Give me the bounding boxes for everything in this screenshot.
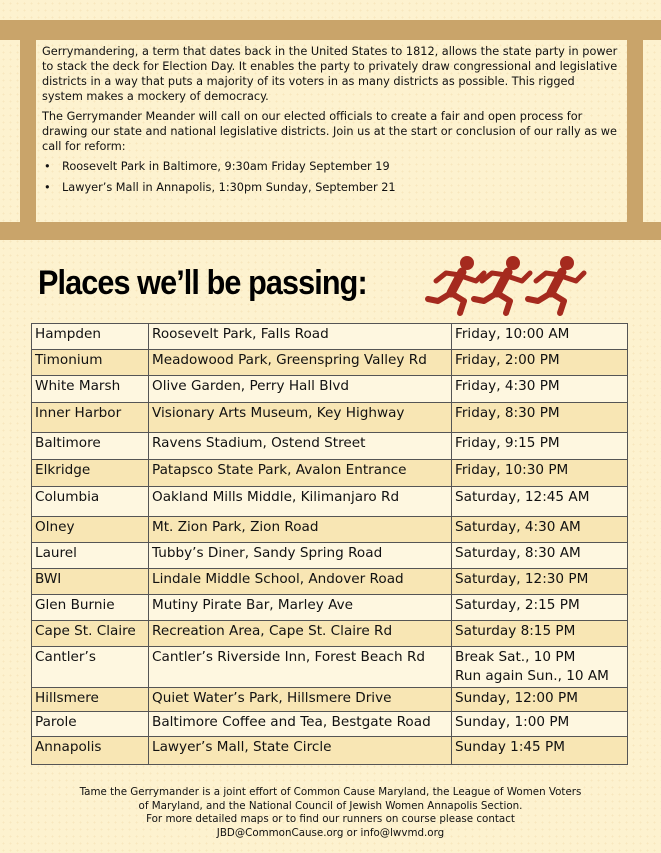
time-cell-text: Friday, 2:00 PM <box>455 352 560 368</box>
location-cell-text: Roosevelt Park, Falls Road <box>152 326 329 342</box>
time-cell <box>452 350 628 376</box>
footer-line: For more detailed maps or to find our runners on course please contact <box>146 813 515 825</box>
place-cell <box>32 403 149 433</box>
time-cell <box>452 737 628 765</box>
place-cell <box>32 688 149 712</box>
location-cell-text: Lindale Middle School, Andover Road <box>152 571 404 587</box>
location-cell-text: Patapsco State Park, Avalon Entrance <box>152 462 407 478</box>
location-cell <box>149 543 452 569</box>
location-cell <box>149 647 452 688</box>
intro-paragraph-2: The Gerrymander Meander will call on our elected officials to create a fair and open process for drawing our state and national legislative districts. Join us at the start or conclusion of our rally as we call for reform: <box>42 110 617 153</box>
table-row <box>32 712 628 737</box>
place-cell <box>32 433 149 460</box>
table-row <box>32 517 628 543</box>
route-table <box>31 323 628 765</box>
place-cell <box>32 712 149 737</box>
place-cell-text: Hillsmere <box>35 690 99 706</box>
time-cell-text: Sunday, 12:00 PM <box>455 690 578 706</box>
location-cell <box>149 595 452 621</box>
time-cell-text: Saturday, 2:15 PM <box>455 597 580 613</box>
time-cell-text-2: Run again Sun., 10 AM <box>455 668 609 684</box>
place-cell-text: White Marsh <box>35 378 121 394</box>
place-cell <box>32 595 149 621</box>
time-cell-text: Friday, 4:30 PM <box>455 378 560 394</box>
table-row <box>32 647 628 688</box>
location-cell-text: Mutiny Pirate Bar, Marley Ave <box>152 597 353 613</box>
time-cell <box>452 647 628 688</box>
table-row <box>32 621 628 647</box>
place-cell <box>32 621 149 647</box>
rally-item: • Lawyer’s Mall in Annapolis, 1:30pm Sunday, September 21 <box>42 180 619 195</box>
location-cell-text: Meadowood Park, Greenspring Valley Rd <box>152 352 427 368</box>
time-cell <box>452 712 628 737</box>
location-cell-text: Baltimore Coffee and Tea, Bestgate Road <box>152 714 431 730</box>
location-cell <box>149 376 452 403</box>
place-cell <box>32 460 149 487</box>
table-row <box>32 595 628 621</box>
location-cell-text: Tubby’s Diner, Sandy Spring Road <box>152 545 383 561</box>
time-cell <box>452 433 628 460</box>
time-cell <box>452 403 628 433</box>
place-cell <box>32 543 149 569</box>
place-cell-text: Parole <box>35 714 77 730</box>
frame-top-bar <box>0 20 661 40</box>
place-cell <box>32 376 149 403</box>
place-cell <box>32 737 149 765</box>
frame-left-post <box>20 20 36 240</box>
time-cell-text: Saturday, 8:30 AM <box>455 545 581 561</box>
table-row <box>32 688 628 712</box>
location-cell <box>149 487 452 517</box>
time-cell-text: Saturday, 12:45 AM <box>455 489 590 505</box>
table-row <box>32 350 628 376</box>
place-cell-text: Baltimore <box>35 435 101 451</box>
location-cell <box>149 433 452 460</box>
time-cell-text: Saturday 8:15 PM <box>455 623 576 639</box>
location-cell-text: Lawyer’s Mall, State Circle <box>152 739 332 755</box>
footer-contact: JBD@CommonCause.org or info@lwvmd.org <box>216 826 445 839</box>
time-cell-text: Saturday, 12:30 PM <box>455 571 589 587</box>
location-cell-text: Visionary Arts Museum, Key Highway <box>152 405 405 421</box>
location-cell-text: Oakland Mills Middle, Kilimanjaro Rd <box>152 489 400 505</box>
table-row <box>32 324 628 350</box>
table-row <box>32 403 628 433</box>
place-cell-text: BWI <box>35 571 62 587</box>
table-row <box>32 569 628 595</box>
location-cell <box>149 517 452 543</box>
frame-bottom-bar <box>0 222 661 240</box>
footer-line: of Maryland, and the National Council of Jewish Women Annapolis Section. <box>138 799 523 812</box>
table-row <box>32 737 628 765</box>
place-cell <box>32 487 149 517</box>
table-row <box>32 543 628 569</box>
location-cell <box>149 460 452 487</box>
table-row <box>32 376 628 403</box>
time-cell <box>452 595 628 621</box>
time-cell <box>452 517 628 543</box>
place-cell-text: Inner Harbor <box>35 405 122 421</box>
place-cell-text: Timonium <box>35 352 103 368</box>
place-cell-text: Cape St. Claire <box>35 623 136 639</box>
place-cell-text: Elkridge <box>35 462 91 478</box>
place-cell-text: Columbia <box>35 489 100 505</box>
place-cell-text: Laurel <box>35 545 77 561</box>
place-cell <box>32 350 149 376</box>
time-cell <box>452 621 628 647</box>
place-cell <box>32 517 149 543</box>
time-cell-text: Sunday, 1:00 PM <box>455 714 570 730</box>
location-cell-text: Quiet Water’s Park, Hillsmere Drive <box>152 690 392 706</box>
time-cell <box>452 487 628 517</box>
location-cell-text: Ravens Stadium, Ostend Street <box>152 435 366 451</box>
rally-list <box>42 159 619 195</box>
time-cell <box>452 324 628 350</box>
table-row <box>32 487 628 517</box>
running-figures-icon <box>424 249 600 319</box>
time-cell-text: Sunday 1:45 PM <box>455 739 565 755</box>
place-cell <box>32 324 149 350</box>
table-row <box>32 433 628 460</box>
rally-item: • Roosevelt Park in Baltimore, 9:30am Friday September 19 <box>42 159 619 174</box>
time-cell-text: Friday, 8:30 PM <box>455 405 560 421</box>
footer-line: Tame the Gerrymander is a joint effort of Common Cause Maryland, the League of Women Voters <box>79 786 582 798</box>
place-cell-text: Annapolis <box>35 739 102 755</box>
location-cell <box>149 350 452 376</box>
place-cell <box>32 647 149 688</box>
time-cell <box>452 376 628 403</box>
time-cell-text: Break Sat., 10 PM <box>455 649 576 665</box>
time-cell <box>452 688 628 712</box>
location-cell <box>149 712 452 737</box>
time-cell-text: Saturday, 4:30 AM <box>455 519 581 535</box>
table-row <box>32 460 628 487</box>
intro-paragraph-1: Gerrymandering, a term that dates back in the United States to 1812, allows the state party in power to stack the deck for Election Day. It enables the party to privately draw congressional and legislative districts in a way that puts a majority of its voters in as many districts as possible. This rigged system makes a mockery of democracy. <box>42 45 618 103</box>
place-cell-text: Cantler’s <box>35 649 96 665</box>
time-cell <box>452 569 628 595</box>
footer <box>20 786 641 840</box>
intro-box <box>36 40 627 222</box>
time-cell <box>452 460 628 487</box>
place-cell-text: Glen Burnie <box>35 597 115 613</box>
location-cell-text: Olive Garden, Perry Hall Blvd <box>152 378 350 394</box>
place-cell-text: Olney <box>35 519 75 535</box>
location-cell-text: Cantler’s Riverside Inn, Forest Beach Rd <box>152 649 426 665</box>
location-cell <box>149 403 452 433</box>
time-cell-text: Friday, 10:00 AM <box>455 326 570 342</box>
places-heading: Places we’ll be passing: <box>38 264 367 302</box>
location-cell <box>149 688 452 712</box>
frame-right-post <box>627 20 643 240</box>
place-cell <box>32 569 149 595</box>
time-cell <box>452 543 628 569</box>
location-cell <box>149 324 452 350</box>
location-cell <box>149 621 452 647</box>
time-cell-text: Friday, 9:15 PM <box>455 435 560 451</box>
location-cell-text: Mt. Zion Park, Zion Road <box>152 519 319 535</box>
location-cell <box>149 569 452 595</box>
location-cell <box>149 737 452 765</box>
time-cell-text: Friday, 10:30 PM <box>455 462 569 478</box>
location-cell-text: Recreation Area, Cape St. Claire Rd <box>152 623 393 639</box>
place-cell-text: Hampden <box>35 326 102 342</box>
